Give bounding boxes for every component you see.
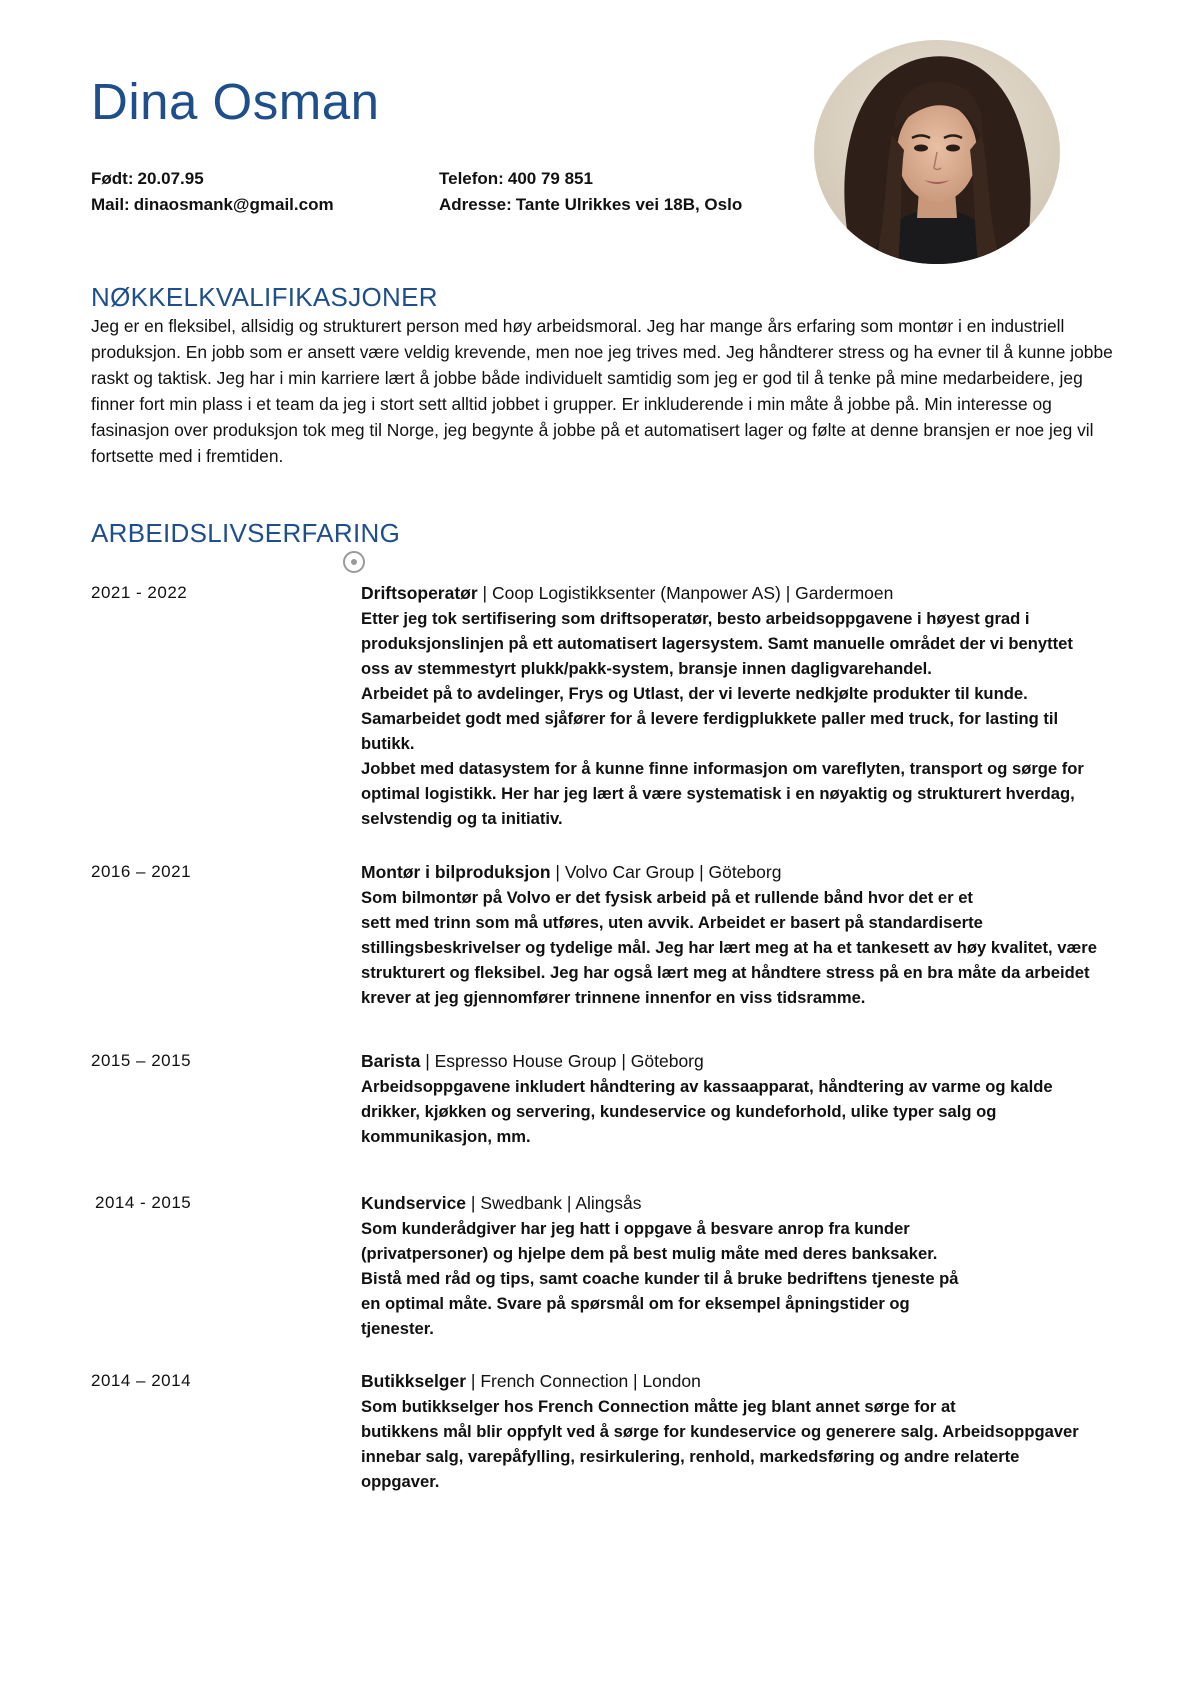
job-employer: | French Connection | London	[466, 1371, 701, 1391]
job-heading	[361, 1368, 1131, 1394]
birth-date	[91, 166, 334, 192]
job-title: Butikkselger	[361, 1371, 467, 1391]
job-description: Som kunderådgiver har jeg hatt i oppgave å besvare anrop fra kunder (privatpersoner) og hjelpe dem på best mulig måte med deres banksaker. Bistå med råd og tips, samt coache kunder til å bruke bedriftens tjeneste på en optimal måte. Svare på spørsmål om for eksempel åpningstider og tjenester.	[361, 1219, 959, 1338]
contact-right	[439, 166, 742, 218]
qualifications-text: Jeg er en fleksibel, allsidig og strukturert person med høy arbeidsmoral. Jeg har mange års erfaring som montør i en industriell produksjon. En jobb som er ansett være veldig krevende, men noe jeg trives med. Jeg håndterer stress og ha evner til å kunne jobbe raskt og taktisk. Jeg har i min karriere lært å jobbe både individuelt samtidig som jeg er god til å tenke på mine medarbeidere, jeg finner fort min plass i et team da jeg i stort sett alltid jobbet i grupper. Er inkluderende i min måte å jobbe på. Min interesse og fasinasjon over produksjon tok meg til Norge, jeg begynte å jobbe på et automatisert lager og følte at denne bransjen er noe jeg vil fortsette med i fremtiden.	[91, 316, 1113, 466]
job-period: 2014 - 2015	[95, 1193, 192, 1212]
qualifications-heading: NØKKELKVALIFIKASJONER	[91, 282, 438, 312]
contact-left	[91, 166, 334, 218]
job-period: 2021 - 2022	[91, 583, 188, 602]
address-label: Adresse:	[439, 195, 512, 214]
job-title: Montør i bilproduksjon	[361, 862, 551, 882]
job-heading	[361, 1048, 1131, 1074]
address	[439, 192, 742, 218]
job-body	[361, 1048, 1131, 1149]
email-value[interactable]: dinaosmank@gmail.com	[133, 195, 334, 214]
birth-date-value: 20.07.95	[137, 169, 204, 188]
job-body	[361, 859, 1131, 1010]
move-handle-icon[interactable]	[343, 551, 365, 573]
phone-label: Telefon:	[439, 169, 504, 188]
experience-heading: ARBEIDSLIVSERFARING	[91, 518, 401, 548]
profile-photo-illustration	[814, 40, 1060, 264]
job-period: 2016 – 2021	[91, 862, 192, 881]
job-employer: | Espresso House Group | Göteborg	[420, 1051, 704, 1071]
job-period: 2015 – 2015	[91, 1051, 192, 1070]
job-description: Som bilmontør på Volvo er det fysisk arbeid på et rullende bånd hvor det er et sett med trinn som må utføres, uten avvik. Arbeidet er basert på standardiserte stillingsbeskrivelser og tydelige mål. Jeg har lært meg at ha et tankesett av høy kvalitet, være strukturert og fleksibel. Jeg har også lært meg at håndtere stress på en bra måte da arbeidet krever at jeg gjennomfører trinnene innenfor en viss tidsramme.	[361, 888, 1097, 1007]
job-employer: | Coop Logistikksenter (Manpower AS) | Gardermoen	[477, 583, 894, 603]
job-description: Etter jeg tok sertifisering som driftsoperatør, besto arbeidsoppgavene i høyest grad i produksjonslinjen på ett automatisert lagersystem. Samt manuelle området der vi benyttet oss av stemmestyrt plukk/pakk-system, bransje innen dagligvarehandel. Arbeidet på to avdelinger, Frys og Utlast, der vi leverte nedkjølte produkter til kunde. Samarbeidet godt med sjåfører for å levere ferdigplukkete paller med truck, for lasting til butikk. Jobbet med datasystem for å kunne finne informasjon om vareflyten, transport og sørge for optimal logistikk. Her har jeg lært å være systematisk i en nøyaktig og strukturert hverdag, selvstendig og ta initiativ.	[361, 609, 1084, 828]
phone	[439, 166, 742, 192]
phone-value: 400 79 851	[507, 169, 593, 188]
job-body	[361, 580, 1131, 831]
job-heading	[361, 859, 1131, 885]
profile-photo	[814, 40, 1060, 264]
email-label: Mail:	[91, 195, 130, 214]
email	[91, 192, 334, 218]
job-body	[361, 1190, 1131, 1341]
job-employer: | Swedbank | Alingsås	[466, 1193, 642, 1213]
job-heading	[361, 1190, 1131, 1216]
address-value: Tante Ulrikkes vei 18B, Oslo	[515, 195, 743, 214]
job-employer: | Volvo Car Group | Göteborg	[550, 862, 782, 882]
candidate-name: Dina Osman	[91, 73, 380, 130]
job-description: Arbeidsoppgavene inkludert håndtering av kassaapparat, håndtering av varme og kalde drikker, kjøkken og servering, kundeservice og kundeforhold, ulike typer salg og kommunikasjon, mm.	[361, 1077, 1053, 1146]
birth-date-label: Født:	[91, 169, 134, 188]
job-body	[361, 1368, 1131, 1494]
job-description: Som butikkselger hos French Connection måtte jeg blant annet sørge for at butikkens mål blir oppfylt ved å sørge for kundeservice og generere salg. Arbeidsoppgaver innebar salg, varepåfylling, resirkulering, renhold, markedsføring og andre relaterte oppgaver.	[361, 1397, 1079, 1491]
job-title: Driftsoperatør	[361, 583, 478, 603]
job-title: Kundservice	[361, 1193, 467, 1213]
job-period: 2014 – 2014	[91, 1371, 192, 1390]
job-title: Barista	[361, 1051, 421, 1071]
job-heading	[361, 580, 1131, 606]
